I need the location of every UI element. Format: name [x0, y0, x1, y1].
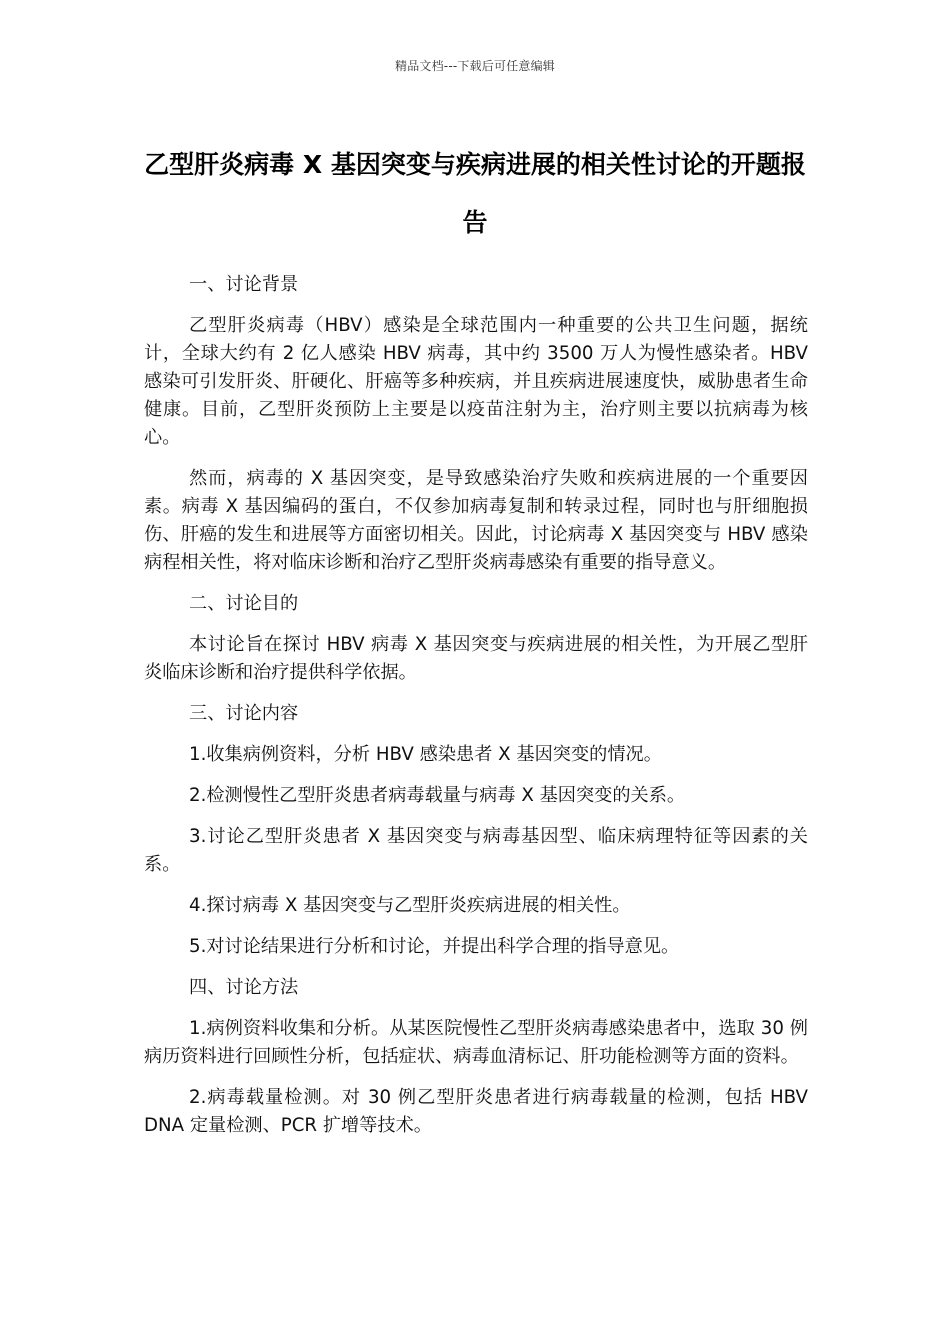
background-paragraph-1: 乙型肝炎病毒（HBV）感染是全球范围内一种重要的公共卫生问题，据统计，全球大约有 2 亿人感染 HBV 病毒，其中约 3500 万人为慢性感染者。HBV 感染可引发肝炎、肝硬化、肝癌等多种疾病，并且疾病进展速度快，威胁患者生命健康。目前，乙型肝炎预防上主要是以疫苗注射为主，治疗则主要以抗病毒为核心。	[144, 315, 808, 448]
content-item: 5.对讨论结果进行分析和讨论，并提出科学合理的指导意见。	[189, 936, 680, 957]
method-item: 1.病例资料收集和分析。从某医院慢性乙型肝炎病毒感染患者中，选取 30 例病历资料进行回顾性分析，包括症状、病毒血清标记、肝功能检测等方面的资料。	[144, 1018, 808, 1067]
background-paragraph-2: 然而，病毒的 X 基因突变，是导致感染治疗失败和疾病进展的一个重要因素。病毒 X 基因编码的蛋白，不仅参加病毒复制和转录过程，同时也与肝细胞损伤、肝癌的发生和进展等方面密切相关。因此，讨论病毒 X 基因突变与 HBV 感染病程相关性，将对临床诊断和治疗乙型肝炎病毒感染有重要的指导意义。	[144, 468, 808, 573]
content-item: 3.讨论乙型肝炎患者 X 基因突变与病毒基因型、临床病理特征等因素的关系。	[144, 826, 808, 875]
section-heading-method: 四、讨论方法	[189, 977, 299, 998]
header-note: 精品文档---下载后可任意编辑	[395, 59, 555, 73]
document-body	[144, 271, 808, 1153]
section-heading-background: 一、讨论背景	[189, 274, 299, 295]
section-heading-content: 三、讨论内容	[189, 703, 299, 724]
purpose-paragraph: 本讨论旨在探讨 HBV 病毒 X 基因突变与疾病进展的相关性，为开展乙型肝炎临床诊断和治疗提供科学依据。	[144, 634, 808, 683]
section-heading-purpose: 二、讨论目的	[189, 593, 299, 614]
document-title: 乙型肝炎病毒 X 基因突变与疾病进展的相关性讨论的开题报告	[144, 150, 806, 237]
content-item: 4.探讨病毒 X 基因突变与乙型肝炎疾病进展的相关性。	[189, 895, 631, 916]
content-item: 1.收集病例资料，分析 HBV 感染患者 X 基因突变的情况。	[189, 744, 662, 765]
method-item: 2.病毒载量检测。对 30 例乙型肝炎患者进行病毒载量的检测，包括 HBV DNA 定量检测、PCR 扩增等技术。	[144, 1087, 808, 1136]
content-item: 2.检测慢性乙型肝炎患者病毒载量与病毒 X 基因突变的关系。	[189, 785, 686, 806]
